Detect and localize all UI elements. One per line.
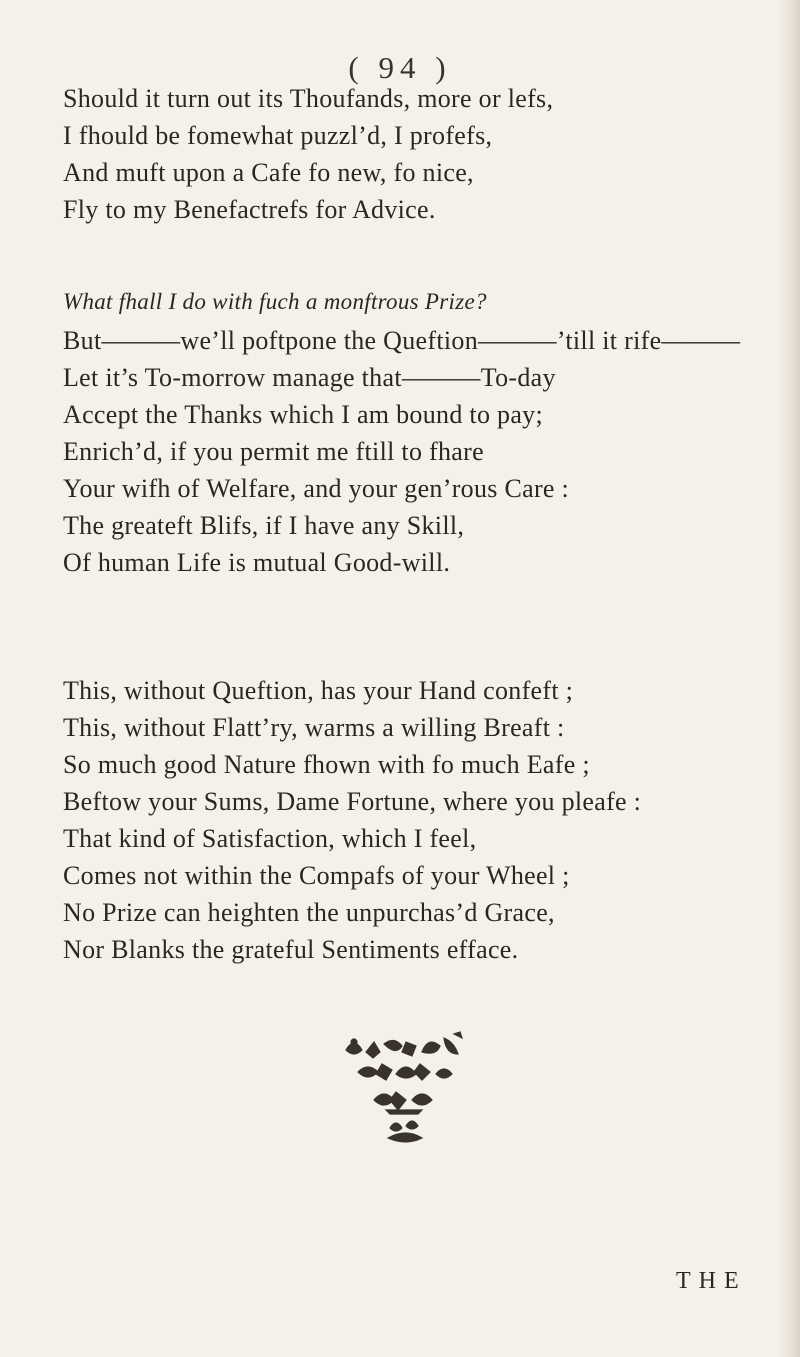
verse-line: This, without Queftion, has your Hand confeft ; — [63, 676, 574, 705]
verse-line: Let it’s To-morrow manage that———To-day — [63, 363, 556, 392]
verse-line: Nor Blanks the grateful Sentiments efface. — [63, 935, 519, 964]
stanza-2 — [63, 283, 783, 581]
verse-line: Comes not within the Compafs of your Wheel ; — [63, 861, 570, 890]
verse-line: And muft upon a Cafe fo new, fo nice, — [63, 158, 474, 187]
verse-line-italic: What fhall I do with fuch a monftrous Prize? — [63, 289, 487, 314]
verse-line: Should it turn out its Thoufands, more or lefs, — [63, 84, 554, 113]
verse-line: I fhould be fomewhat puzzl’d, I profefs, — [63, 121, 493, 150]
verse-line: No Prize can heighten the unpurchas’d Grace, — [63, 898, 555, 927]
catchword: THE — [676, 1268, 747, 1294]
verse-line: Of human Life is mutual Good-will. — [63, 548, 451, 577]
verse-line: That kind of Satisfaction, which I feel, — [63, 824, 477, 853]
verse-line: Accept the Thanks which I am bound to pay; — [63, 400, 544, 429]
verse-line: Beftow your Sums, Dame Fortune, where you pleafe : — [63, 787, 642, 816]
verse-line: But———we’ll poftpone the Queftion———’till it rife——— — [63, 326, 741, 355]
stanza-1 — [63, 80, 783, 228]
verse-line: This, without Flatt’ry, warms a willing Breaft : — [63, 713, 565, 742]
verse-line: The greateft Blifs, if I have any Skill, — [63, 511, 465, 540]
stanza-3 — [63, 672, 783, 968]
verse-line: Your wifh of Welfare, and your gen’rous Care : — [63, 474, 570, 503]
verse-line: Fly to my Benefactrefs for Advice. — [63, 195, 436, 224]
floral-tailpiece-icon — [336, 1030, 476, 1155]
verse-line: So much good Nature fhown with fo much Eafe ; — [63, 750, 590, 779]
verse-line: Enrich’d, if you permit me ftill to fhare — [63, 437, 484, 466]
page-number: ( 94 ) — [348, 50, 452, 85]
